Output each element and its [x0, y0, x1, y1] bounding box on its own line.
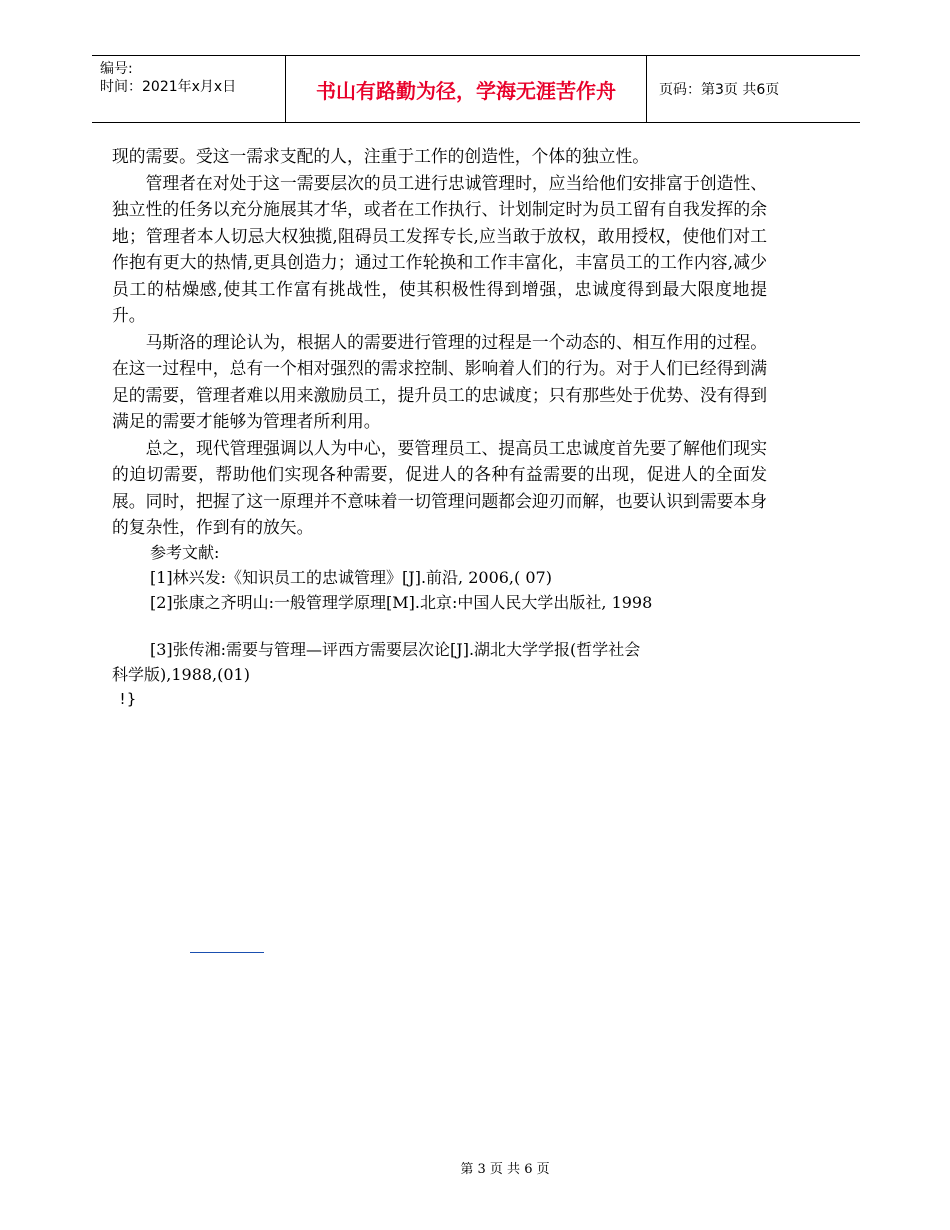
references-section — [112, 540, 772, 687]
reference-item-continuation: 科学版),1988,(01) — [112, 665, 250, 684]
header-page-info: 页码：第3页 共6页 — [659, 82, 780, 98]
page-footer: 第 3 页 共 6 页 — [460, 1162, 550, 1177]
header-number-label: 编号: — [100, 61, 133, 77]
paragraph: 管理者在对处于这一需要层次的员工进行忠诚管理时，应当给他们安排富于创造性、独立性的任务以充分施展其才华，或者在工作执行、计划制定时为员工留有自我发挥的余地；管理者本人切忌大权独揽,阻碍员工发挥专长,应当敢于放权，敢用授权，使他们对工作抱有更大的热情,更具创造力；通过工作轮换和工作丰富化，丰富员工的工作内容,减少员工的枯燥感,使其工作富有挑战性，使其积极性得到增强，忠诚度得到最大限度地提升。 — [112, 172, 767, 325]
reference-item: [1]林兴发:《知识员工的忠诚管理》[J].前沿, 2006,( 07) — [150, 568, 552, 587]
document-body — [112, 143, 767, 541]
paragraph: 马斯洛的理论认为，根据人的需要进行管理的过程是一个动态的、相互作用的过程。在这一过程中，总有一个相对强烈的需求控制、影响着人们的行为。对于人们已经得到满足的需要，管理者难以用来激励员工，提升员工的忠诚度；只有那些处于优势、没有得到满足的需要才能够为管理者所利用。 — [112, 331, 767, 431]
link-underline — [190, 952, 264, 953]
paragraph-continuation: 现的需要。受这一需求支配的人，注重于工作的创造性，个体的独立性。 — [112, 146, 650, 166]
paragraph: 总之，现代管理强调以人为中心，要管理员工、提高员工忠诚度首先要了解他们现实的迫切需要，帮助他们实现各种需要，促进人的各种有益需要的出现，促进人的全面发展。同时，把握了这一原理并不意味着一切管理问题都会迎刃而解，也要认识到需要本身的复杂性，作到有的放矢。 — [112, 437, 767, 537]
header-time-label: 时间：2021年x月x日 — [100, 79, 237, 95]
references-heading: 参考文献: — [150, 543, 220, 562]
stray-text: !} — [118, 690, 137, 708]
page-header — [92, 55, 860, 123]
reference-item: [3]张传湘:需要与管理—评西方需要层次论[J].湖北大学学报(哲学社会 — [150, 640, 641, 659]
reference-item: [2]张康之齐明山:一般管理学原理[M].北京:中国人民大学出版社, 1998 — [150, 593, 653, 612]
header-meta — [100, 60, 280, 96]
header-motto: 书山有路勤为径，学海无涯苦作舟 — [285, 56, 647, 122]
